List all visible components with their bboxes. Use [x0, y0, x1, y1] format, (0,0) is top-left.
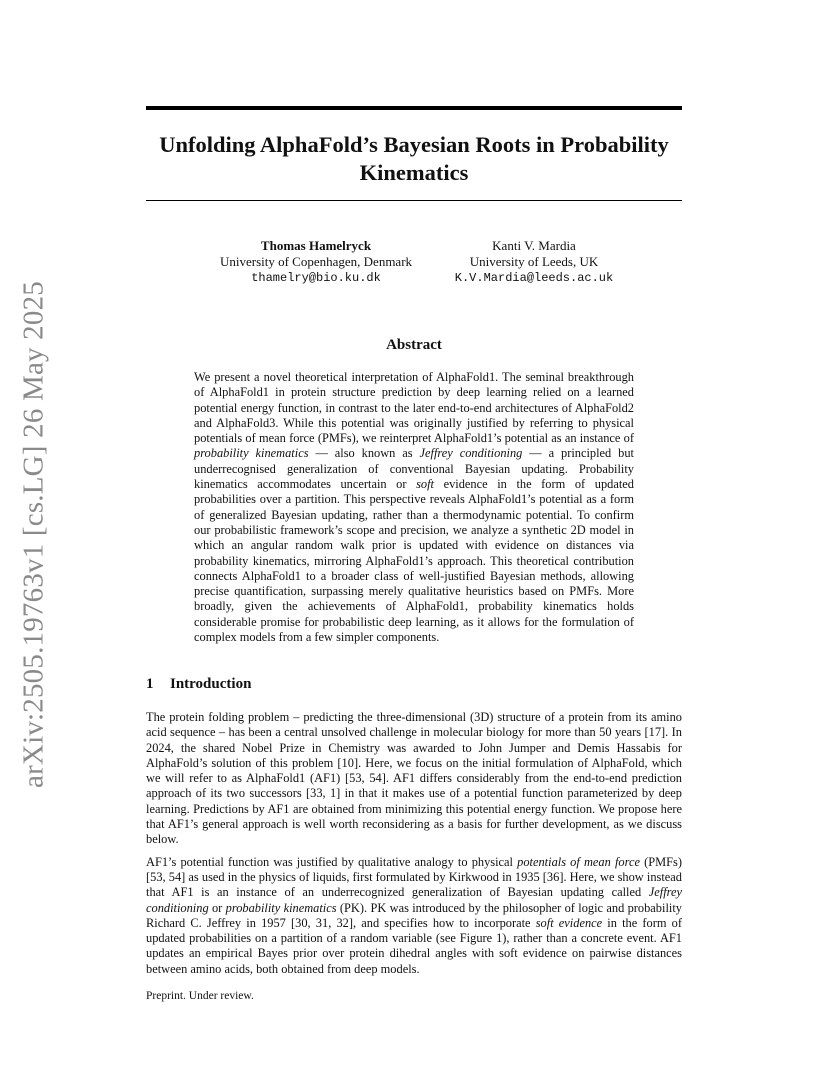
section-heading-introduction: [146, 676, 682, 693]
abstract-emphasis: soft: [416, 477, 434, 492]
preprint-footer: Preprint. Under review.: [146, 990, 254, 1002]
intro-text: in the form of updated probabilities on a partition of a random variable (see Figure 1), rather than a concrete event. AF1 updates an empirical Bayes prior over protein dihedral angles with soft evidence on pairwise distances between amino acids, both obtained from deep models.: [146, 915, 682, 976]
abstract-text: — also known as: [308, 446, 420, 461]
author-2-affiliation: University of Leeds, UK: [469, 254, 599, 269]
intro-emphasis: soft evidence: [535, 915, 603, 930]
intro-text: AF1’s potential function was justified by qualitative analogy to physical: [146, 854, 518, 869]
author-1: [196, 238, 436, 286]
abstract-text: — a principled but underrecognised generalization of conventional Bayesian updating. Probability kinematics accommodates uncertain or: [194, 446, 635, 492]
author-2-name: Kanti V. Mardia: [492, 238, 576, 253]
intro-text: (PMFs) [53, 54] as used in the physics of liquids, first formulated by Kirkwood in 1935 [36]. Here, we show instead that AF1 is an instance of an underrecognized generalization of Bayesian updating called: [146, 854, 682, 900]
author-1-affiliation: University of Copenhagen, Denmark: [219, 254, 413, 269]
paper-title: Unfolding AlphaFold’s Bayesian Roots in Probability Kinematics: [159, 132, 669, 185]
intro-paragraph-1: The protein folding problem – predicting the three-dimensional (3D) structure of a protein from its amino acid sequence – has been a central unsolved challenge in molecular biology for more than 50 years [17]. In 2024, the shared Nobel Prize in Chemistry was awarded to John Jumper and Demis Hassabis for AlphaFold’s solution of this problem [10]. Here, we focus on the initial formulation of AlphaFold, which we will refer to as AlphaFold1 (AF1) [53, 54]. AF1 differs considerably from the end-to-end prediction approach of its two successors [33, 1] in that it makes use of a potential function parameterized by deep learning. Predictions by AF1 are obtained from minimizing this potential energy function. We propose here that AF1’s general approach is well worth reconsidering as a basis for further development, as we discuss below.: [146, 710, 682, 847]
intro-emphasis: Jeffrey conditioning: [146, 885, 682, 915]
author-2-email[interactable]: K.V.Mardia@leeds.ac.uk: [454, 271, 614, 285]
abstract-text: evidence in the form of updated probabilities over a partition. This perspective reveals AlphaFold1’s potential as a form of generalized Bayesian updating, rather than a thermodynamic potential. To confirm our probabilistic framework’s scope and precision, we analyze a synthetic 2D model in which an angular random walk prior is updated with evidence on distances via probability kinematics, mirroring AlphaFold1’s approach. This theoretical contribution connects AlphaFold1 to a broader class of well-justified Bayesian methods, allowing precise quantification, surpassing merely qualitative heuristics based on PMFs. More broadly, given the achievements of AlphaFold1, probability kinematics holds considerable promise for probabilistic deep learning, as it allows for the formulation of complex models from a few simpler components.: [194, 477, 634, 645]
intro-emphasis: potentials of mean force: [517, 854, 640, 869]
author-2: [444, 238, 624, 286]
title-bottom-rule: [146, 200, 682, 201]
abstract-text: We present a novel theoretical interpretation of AlphaFold1. The seminal breakthrough of AlphaFold1 in protein structure prediction by deep learning relied on a learned potential energy function, in contrast to the later end-to-end architectures of AlphaFold2 and AlphaFold3. While this potential was originally justified by referring to physical potentials of mean force (PMFs), we reinterpret AlphaFold1’s potential as an instance of: [194, 370, 634, 446]
abstract-body: [194, 370, 634, 645]
introduction-body: [146, 710, 682, 984]
abstract-heading: Abstract: [386, 337, 442, 353]
author-block: [146, 238, 682, 288]
abstract-emphasis: Jeffrey conditioning: [419, 446, 523, 461]
intro-text: (PK). PK was introduced by the philosopher of logic and probability Richard C. Jeffrey in 1957 [30, 31, 32], and specifies how to incorporate: [146, 900, 682, 930]
abstract-emphasis: probability kinematics: [194, 446, 309, 461]
author-1-email[interactable]: thamelry@bio.ku.dk: [251, 271, 381, 285]
intro-emphasis: probability kinematics: [225, 900, 337, 915]
intro-text: or: [208, 900, 226, 915]
section-number: 1: [146, 676, 154, 692]
arxiv-identifier: arXiv:2505.19763v1 [cs.LG] 26 May 2025: [17, 281, 50, 789]
author-1-name: Thomas Hamelryck: [260, 238, 372, 253]
title-top-rule: [146, 106, 682, 110]
section-title: Introduction: [170, 676, 252, 692]
intro-paragraph-2: [146, 855, 682, 977]
